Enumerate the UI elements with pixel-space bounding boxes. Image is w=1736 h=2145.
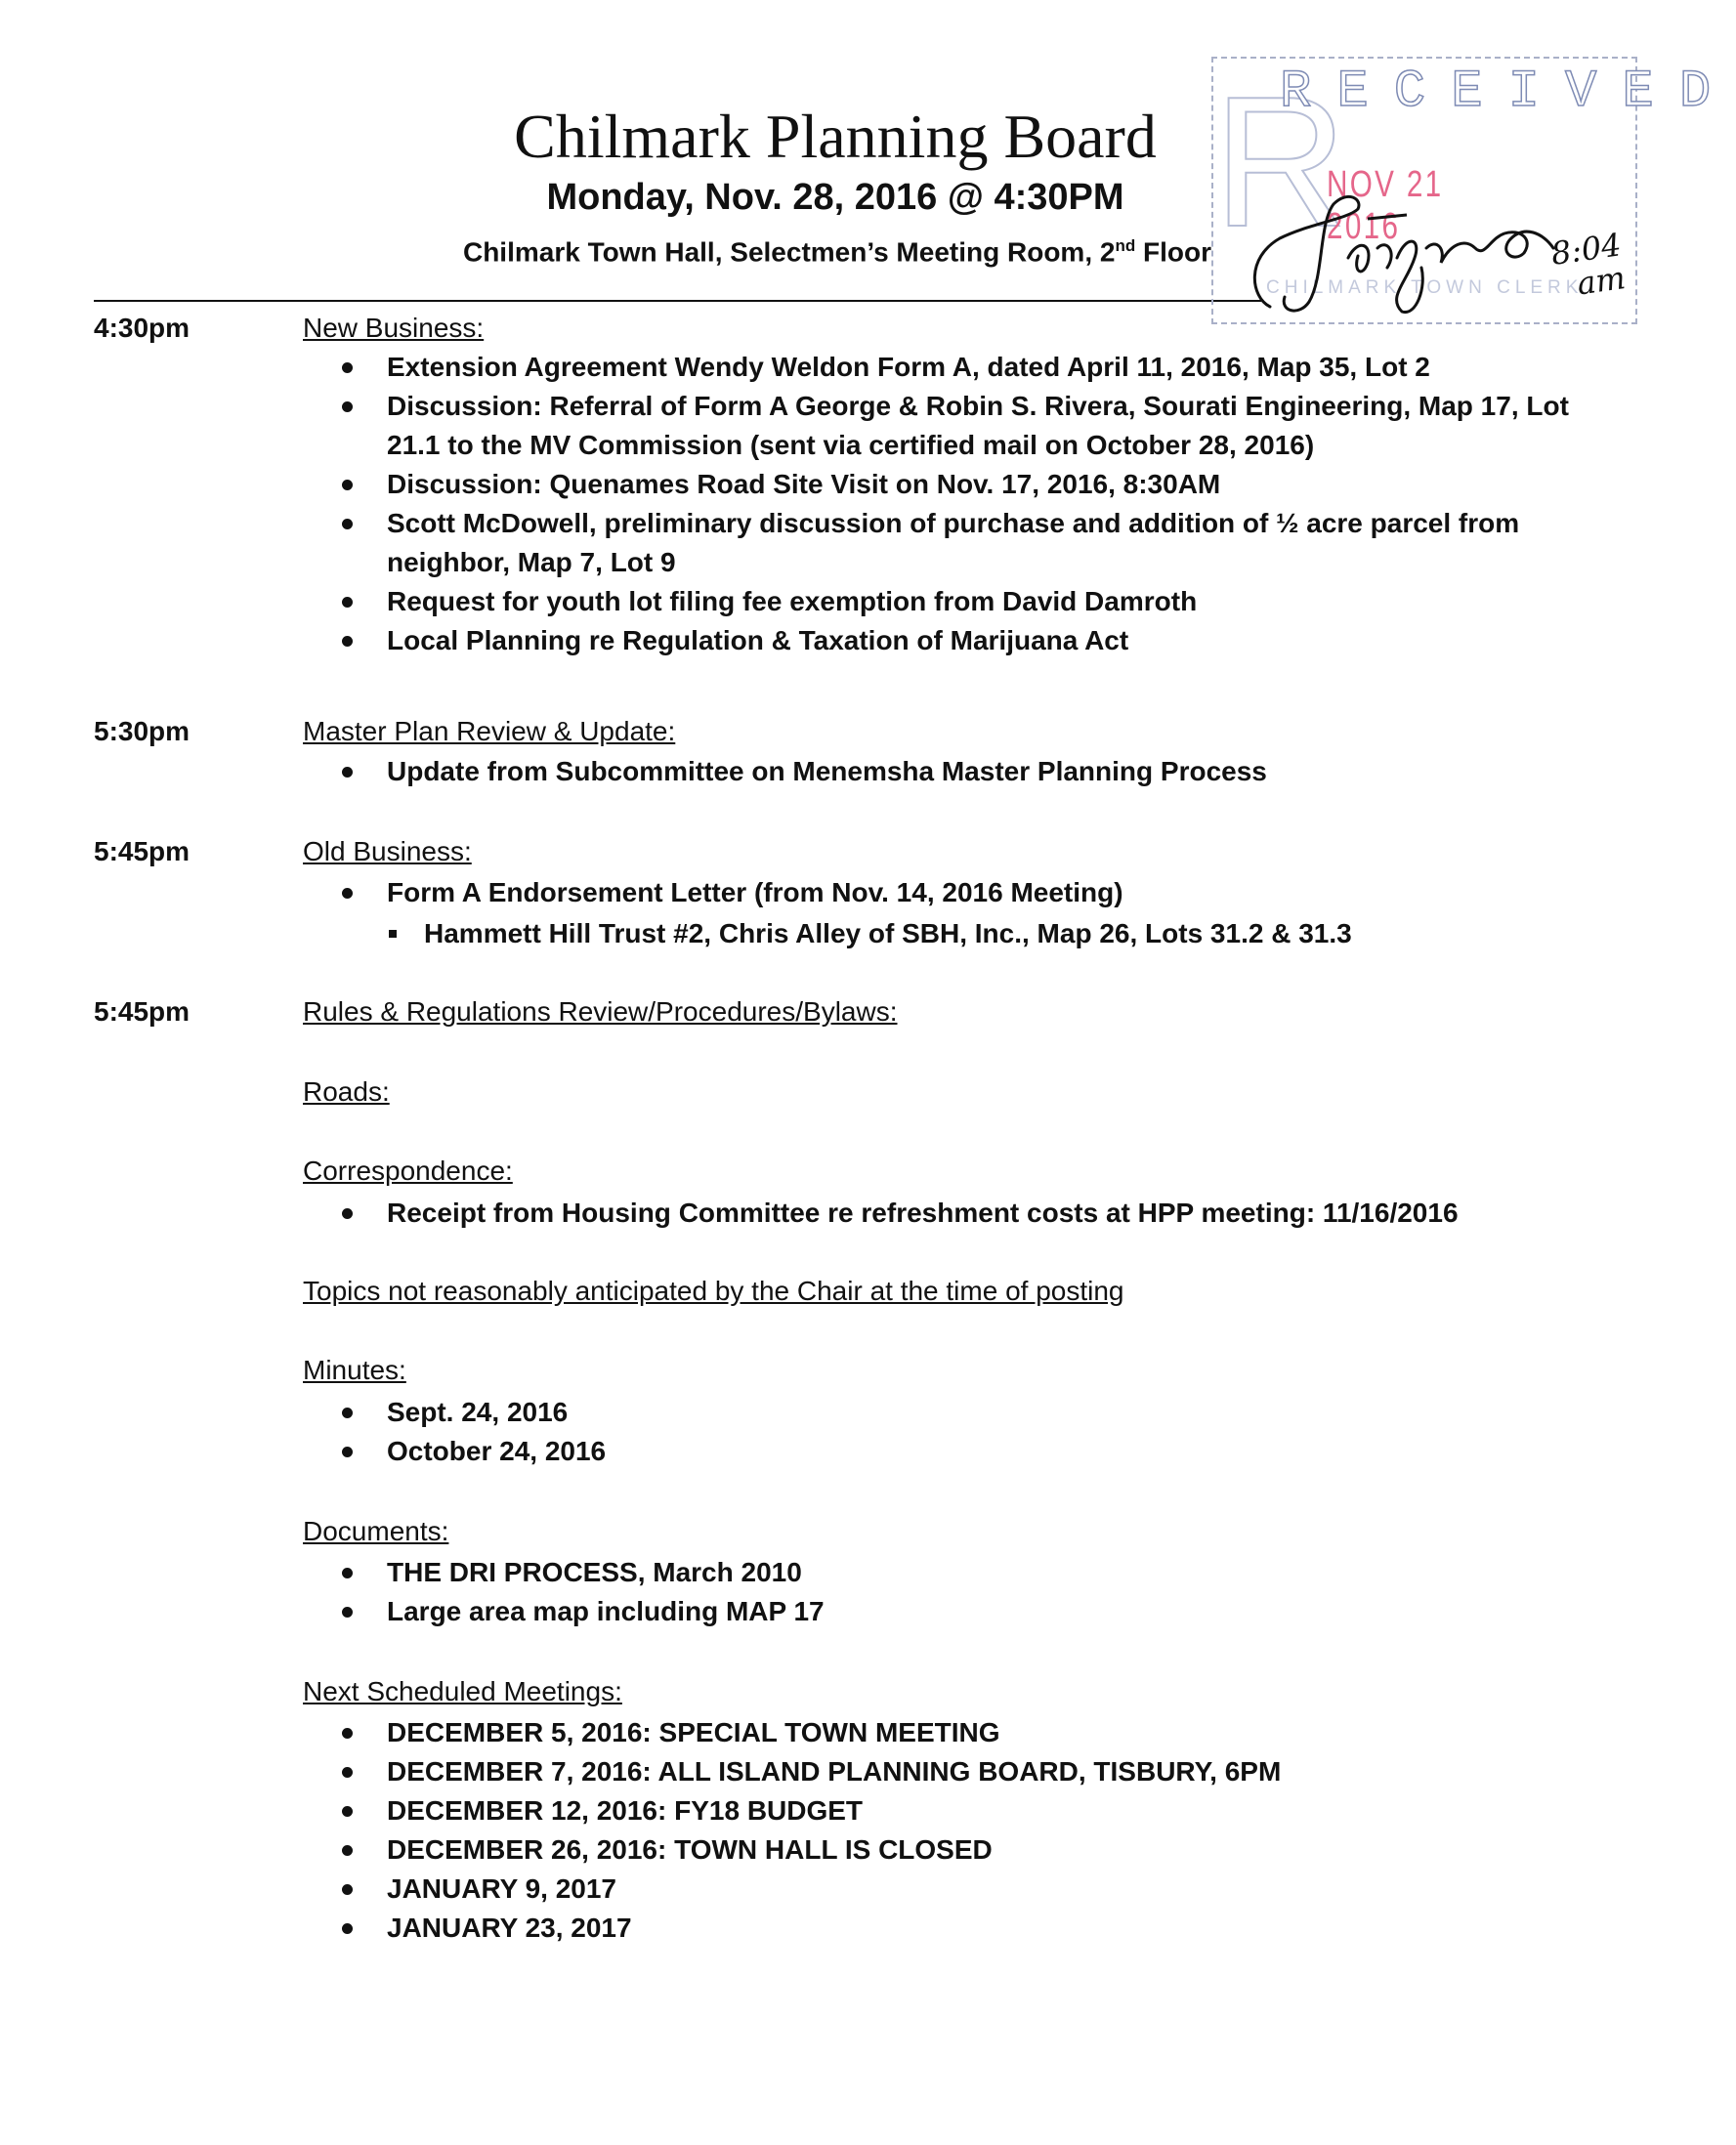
list-item: [342, 582, 1588, 621]
bullet-icon: [342, 519, 353, 529]
item-text: Large area map including MAP 17: [387, 1596, 825, 1626]
board-title: Chilmark Planning Board: [514, 102, 1157, 171]
bullet-icon: [342, 1806, 353, 1817]
list-item: [342, 1432, 1588, 1471]
meeting-date-time: Monday, Nov. 28, 2016 @ 4:30PM: [546, 177, 1124, 218]
item-text: JANUARY 9, 2017: [387, 1873, 617, 1904]
sub-list-item: [342, 914, 1626, 953]
list-item: [342, 873, 1588, 912]
section-heading-master-plan: Master Plan Review & Update:: [303, 716, 676, 746]
stamp-received-text: RECEIVED: [1280, 63, 1736, 122]
item-text: DECEMBER 12, 2016: FY18 BUDGET: [387, 1795, 864, 1826]
bullet-icon: [342, 1728, 353, 1739]
master-plan-list: [342, 752, 1588, 791]
agenda-time: 5:45pm: [94, 996, 191, 1027]
agenda-time: 4:30pm: [94, 313, 191, 343]
item-text: DECEMBER 7, 2016: ALL ISLAND PLANNING BOARD, TISBURY, 6PM: [387, 1756, 1282, 1787]
item-text: Form A Endorsement Letter (from Nov. 14, 2016 Meeting): [387, 877, 1123, 907]
item-text: Local Planning re Regulation & Taxation of Marijuana Act: [387, 625, 1129, 655]
bullet-icon: [342, 1408, 353, 1418]
stamp-office: CHILMARK TOWN CLERK: [1266, 277, 1584, 298]
bullet-icon: [342, 1767, 353, 1778]
list-item: [342, 1791, 1588, 1830]
list-item: [342, 465, 1588, 504]
item-text: JANUARY 23, 2017: [387, 1913, 632, 1943]
list-item: [342, 1194, 1588, 1233]
list-item: [342, 1713, 1588, 1752]
list-item: [342, 621, 1588, 660]
bullet-icon: [342, 362, 353, 373]
list-item: [342, 1870, 1588, 1909]
list-item: [342, 348, 1588, 387]
clerk-signature: [1241, 180, 1563, 326]
item-text: Discussion: Referral of Form A George & Robin S. Rivera, Sourati Engineering, Map 17, Lot 21.1 to the MV Commission (sent via certified mail on October 28, 2016): [387, 391, 1569, 460]
item-text: Sept. 24, 2016: [387, 1397, 569, 1427]
bullet-icon: [342, 1208, 353, 1219]
item-text: Scott McDowell, preliminary discussion of purchase and addition of ½ acre parcel from neighbor, Map 7, Lot 9: [387, 508, 1520, 577]
section-heading-next-meetings: Next Scheduled Meetings:: [303, 1676, 622, 1706]
agenda-time: 5:30pm: [94, 716, 191, 746]
agenda-time: 5:45pm: [94, 836, 191, 866]
section-heading-roads: Roads:: [303, 1076, 390, 1107]
item-text: THE DRI PROCESS, March 2010: [387, 1557, 802, 1587]
bullet-icon: [342, 1884, 353, 1895]
section-heading-rules: Rules & Regulations Review/Procedures/Bylaws:: [303, 996, 898, 1027]
item-text: October 24, 2016: [387, 1436, 607, 1466]
section-heading-new-business: New Business:: [303, 313, 485, 343]
correspondence-list: [342, 1194, 1588, 1233]
item-text: Receipt from Housing Committee re refreshment costs at HPP meeting: 11/16/2016: [387, 1198, 1459, 1228]
list-item: [342, 1592, 1588, 1631]
item-text: DECEMBER 5, 2016: SPECIAL TOWN MEETING: [387, 1717, 1000, 1747]
list-item: [342, 1830, 1588, 1870]
list-item: [342, 504, 1618, 582]
old-business-sublist: [342, 914, 1626, 953]
bullet-icon: [342, 767, 353, 778]
location-floor: Floor: [1135, 236, 1211, 268]
section-heading-documents: Documents:: [303, 1516, 449, 1546]
minutes-list: [342, 1393, 1588, 1471]
item-text: Extension Agreement Wendy Weldon Form A, dated April 11, 2016, Map 35, Lot 2: [387, 352, 1430, 382]
list-item: [342, 1553, 1588, 1592]
location-ordinal: nd: [1115, 236, 1136, 255]
list-item: [342, 1393, 1588, 1432]
header-divider: [94, 300, 1261, 302]
bullet-icon: [342, 1923, 353, 1934]
bullet-icon: [342, 597, 353, 608]
handwritten-time-note: [1549, 228, 1629, 303]
documents-list: [342, 1553, 1588, 1631]
bullet-icon: [342, 1447, 353, 1457]
handwritten-time: 8:04: [1548, 226, 1624, 273]
list-item: [342, 752, 1588, 791]
section-heading-correspondence: Correspondence:: [303, 1156, 513, 1186]
next-meetings-list: [342, 1713, 1588, 1948]
meeting-location: [410, 229, 1211, 270]
old-business-list: [342, 873, 1588, 912]
item-text: DECEMBER 26, 2016: TOWN HALL IS CLOSED: [387, 1834, 993, 1865]
bullet-icon: [342, 888, 353, 899]
bullet-icon: [342, 1845, 353, 1856]
item-text: Hammett Hill Trust #2, Chris Alley of SBH, Inc., Map 26, Lots 31.2 & 31.3: [424, 918, 1352, 948]
section-heading-old-business: Old Business:: [303, 836, 472, 866]
item-text: Discussion: Quenames Road Site Visit on Nov. 17, 2016, 8:30AM: [387, 469, 1221, 499]
location-text: Chilmark Town Hall, Selectmen’s Meeting Room, 2: [462, 236, 1116, 268]
bullet-icon: [342, 1568, 353, 1578]
list-item: [342, 1752, 1588, 1791]
list-item: [342, 1909, 1588, 1948]
handwritten-ampm: am: [1574, 259, 1629, 303]
bullet-icon: [342, 1607, 353, 1618]
square-bullet-icon: [389, 930, 397, 938]
bullet-icon: [342, 636, 353, 647]
list-item: [342, 387, 1618, 465]
bullet-icon: [342, 401, 353, 412]
new-business-list: [342, 348, 1618, 660]
item-text: Request for youth lot filing fee exemption from David Damroth: [387, 586, 1198, 616]
item-text: Update from Subcommittee on Menemsha Master Planning Process: [387, 756, 1267, 786]
section-heading-topics: Topics not reasonably anticipated by the Chair at the time of posting: [303, 1276, 1124, 1306]
stamp-date: NOV 21 2016: [1327, 164, 1444, 247]
bullet-icon: [342, 480, 353, 490]
section-heading-minutes: Minutes:: [303, 1355, 406, 1385]
stamp-large-letter: R: [1213, 59, 1348, 266]
